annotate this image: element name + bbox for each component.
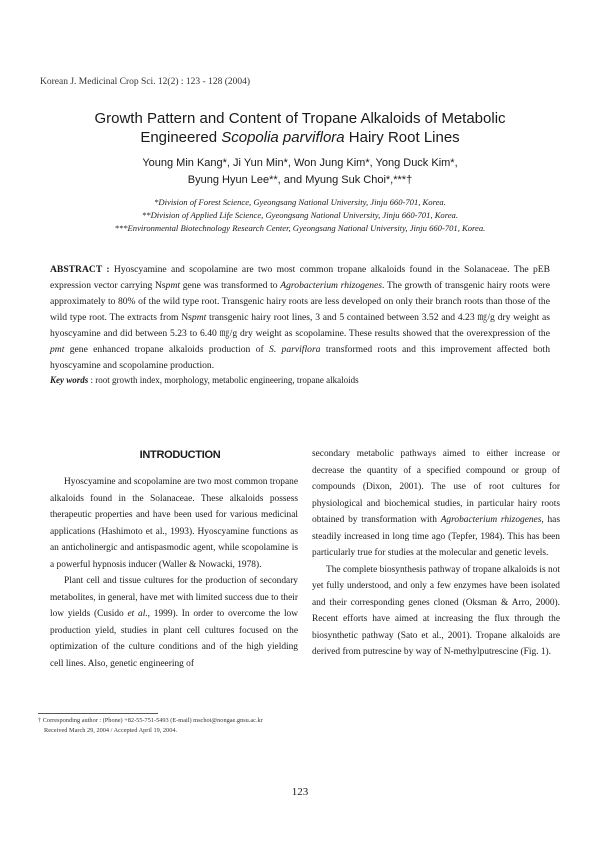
abstract-gene-1: pmt [165, 280, 181, 291]
right-paragraph-1 [312, 446, 560, 562]
journal-citation: Korean J. Medicinal Crop Sci. 12(2) : 123 - 128 (2004) [40, 77, 251, 87]
abstract-species: S. parviflora [269, 344, 321, 355]
footnote-divider [38, 713, 158, 714]
left-paragraph-2-etal: et al. [127, 609, 148, 619]
keywords-label: Key words [50, 375, 89, 385]
right-paragraph-2: The complete biosynthesis pathway of tropane alkaloids is not yet fully understood, and only a few enzymes have been isolated and their corresponding genes cloned (Oksman & Arro, 2000). Recent efforts have aimed at increasing the flux through the biosynthetic pathway (Sato et al., 2001). Tropane alkaloids are derived from putrescine by way of N-methylputrescine (Fig. 1). [312, 564, 560, 657]
page-number: 123 [291, 786, 309, 798]
authors-line-1: Young Min Kang*, Ji Yun Min*, Won Jung Kim*, Yong Duck Kim*, [142, 157, 458, 169]
footnote-corresponding-author: † Corresponding author : (Phone) +82-55-751-5493 (E-mail) mschoi@nongae.gnsu.ac.kr [38, 717, 263, 724]
right-paragraph-1b: , has steadily increased in long time ago (Tepfer, 1984). This has been particularly true for studies at the molecular and genetic levels. [312, 515, 560, 558]
abstract [50, 262, 550, 374]
abstract-text-3: . The growth of transgenic hairy roots were approximately to 80% of the wild type root. Transgenic hairy roots are less developed on only their branch roots than those of the wild type root. The extracts from Ns [50, 280, 550, 323]
title-line-2 [40, 128, 560, 147]
affiliations [40, 196, 560, 235]
abstract-text-1: Hyoscyamine and scopolamine are two most common tropane alkaloids found in the Solanaceae. The pEB expression vector carrying Ns [50, 264, 551, 291]
right-column [312, 446, 560, 661]
right-paragraph-1a: secondary metabolic pathways aimed to either increase or decrease the quantity of a specified compound or group of compounds (Dixon, 2001). The use of root cultures for physiological and biochemical studies, in particular hairy roots obtained by transformation with [312, 449, 560, 525]
authors-line-2: Byung Hyun Lee**, and Myung Suk Choi*,***† [187, 174, 413, 186]
keywords [50, 375, 550, 385]
affiliation-1: *Division of Forest Science, Gyeongsang National University, Jinju 660-701, Korea. [154, 197, 446, 207]
left-paragraph-1: Hyoscyamine and scopolamine are two most common tropane alkaloids found in the Solanaceae. These alkaloids possess therapeutic properties and have been used for various medicinal applications (Hashimoto et al., 1993). Hyoscyamine functions as an anticholinergic and antispasmodic agent, while scopolamine is a powerful hypnosis inducer (Waller & Nowacki, 1978). [50, 477, 298, 570]
title-species: Scopolia parviflora [221, 129, 345, 146]
affiliation-3: ***Environmental Biotechnology Research Center, Gyeongsang National University, Jinju 660-701, Korea. [114, 223, 486, 233]
abstract-agrobacterium: Agrobacterium rhizogenes [280, 280, 383, 291]
paper-title [40, 109, 560, 147]
author-list [40, 155, 560, 189]
left-paragraph-2 [50, 573, 298, 672]
left-paragraph-2a: Plant cell and tissue cultures for the production of secondary metabolites, in general, have met with limited success due to their low yields (Cusido [50, 576, 298, 619]
section-heading-introduction: INTRODUCTION [139, 449, 221, 461]
affiliation-2: **Division of Applied Life Science, Gyeongsang National University, Jinju 660-701, Korea. [141, 210, 459, 220]
abstract-text-2: gene was transformed to [180, 280, 281, 291]
title-line-2-post: Hairy Root Lines [344, 129, 460, 146]
abstract-text-6: transformed roots and this improvement affected both hyoscyamine and scopolamine production. [50, 344, 550, 371]
title-line-2-pre: Engineered [140, 129, 222, 146]
footnote-received-dates: Received March 29, 2004 / Accepted April 19, 2004. [44, 726, 178, 734]
keywords-text: : root growth index, morphology, metabolic engineering, tropane alkaloids [88, 375, 359, 385]
abstract-text-4: transgenic hairy root lines, 3 and 5 contained between 3.52 and 4.23 ㎎/g dry weight as hyoscyamine and did between 5.23 to 6.40 ㎎/g dry weight as scopolamine. These results showed that the overexpression of the [50, 312, 551, 339]
abstract-gene-2: pmt [191, 312, 207, 323]
footnote [38, 716, 263, 735]
abstract-label: ABSTRACT : [50, 264, 110, 275]
left-column [50, 474, 298, 672]
abstract-text-5: gene enhanced tropane alkaloids production of [64, 344, 270, 355]
right-paragraph-1-agrobacterium: Agrobacterium rhizogenes [440, 515, 542, 525]
title-line-1: Growth Pattern and Content of Tropane Alkaloids of Metabolic [94, 110, 506, 127]
left-paragraph-2b: , 1999). In order to overcome the low production yield, studies in plant cell cultures focused on the optimization of the culture conditions and of the high yielding cell lines. Also, genetic engineering of [50, 609, 299, 669]
abstract-gene-3: pmt [50, 344, 65, 355]
